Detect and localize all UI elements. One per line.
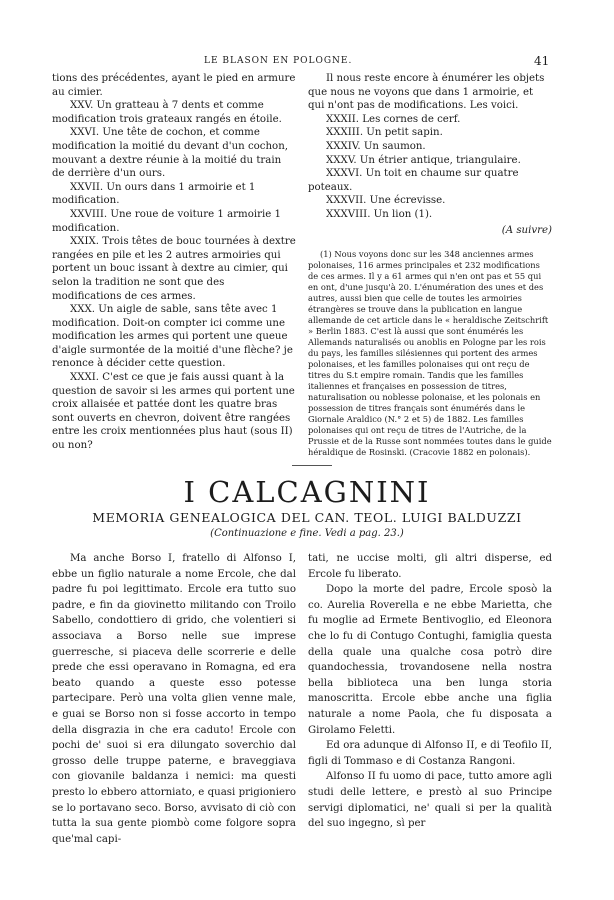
blason-paragraph: XXVIII. Une roue de voiture 1 armoirie 1 modification. — [52, 208, 281, 234]
blason-list-item: XXXVI. Un toit en chaume sur quatre poteaux. — [308, 168, 519, 193]
blason-right-column — [308, 72, 552, 458]
article-paragraph: Ed ora adunque di Alfonso II, e di Teofilo II, figli di Tommaso e di Costanza Rangoni. — [308, 740, 552, 767]
blason-paragraph: XXX. Un aigle de sable, sans tête avec 1 modification. Doit-on compter ici comme une modification les armes qui portent une queue d'aigle surmontée de la moitié d'une flèche? je renonce à décider cette question. — [52, 304, 293, 370]
blason-paragraph: XXXI. C'est ce que je fais aussi quant à la question de savoir si les armes qui portent une croix allaisée et pattée dont les quatre bras sont ouverts en chevron, doivent être rangées entre les croix mentionnées plus haut (sous II) ou non? — [52, 372, 295, 452]
blason-paragraph: XXVII. Un ours dans 1 armoirie et 1 modification. — [52, 181, 256, 207]
article-title: I CALCAGNINI — [183, 475, 431, 509]
article-paragraph: tati, ne uccise molti, gli altri disperse, ed Ercole fu liberato. — [308, 553, 552, 580]
blason-list-item: XXXV. Un étrier antique, triangulaire. — [326, 154, 521, 166]
article-paragraph: Dopo la morte del padre, Ercole sposò la co. Aurelia Roverella e ne ebbe Marietta, che fu moglie ad Ermete Bentivoglio, ed Eleonora che lo fu di Contugo Contughi, famiglia questa della quale una qualche cosa potrò dire quandochessia, trovandosene nella nostra bella biblioteca una ben lunga storia manoscritta. Ercole ebbe anche una figlia naturale a nome Paola, che fu disposata a Girolamo Feletti. — [308, 584, 552, 736]
article-subtitle: MEMORIA GENEALOGICA DEL CAN. TEOL. LUIGI BALDUZZI — [92, 510, 522, 525]
blason-left-column — [52, 72, 296, 453]
footnote: (1) Nous voyons donc sur les 348 anciennes armes polonaises, 116 armes principales et 232 modifications de ces armes. Il y a 61 armes qui n'en ont pas et 55 qui en ont, d'une jusqu'à 20. L'énumération des unes et des autres, aussi bien que celle de toutes les armoiries étrangères se trouve dans la publication en langue allemande de cet article dans le « heraldische Zeitschrift » Berlin 1883. C'est là aussi que sont énumérés les Allemands naturalisés ou anoblis en Pologne par les rois du pays, les familles silésiennes qui portent des armes polonaises, et les familles polonaises qui ont reçu de titres du S.t empire romain. Tandis que les familles italiennes et françaises en possession de titres, naturalisation ou noblesse polonaise, et les polonais en possession de titres français sont énumérés dans le Giornale Araldico (N.° 2 et 5) de 1882. Les familles polonaises qui ont reçu de titres de l'Autriche, de la Prussie et de la Russe sont nommées toutes dans le guide héraldique de Rosinski. (Cracovie 1882 en polonais). — [308, 249, 552, 458]
blason-paragraph: Il nous reste encore à énumérer les objets que nous ne voyons que dans 1 armoirie, et qui n'ont pas de modifications. Les voici. — [308, 73, 545, 112]
blason-list-item: XXXII. Les cornes de cerf. — [326, 113, 461, 125]
blason-list-item: XXXIII. Un petit sapin. — [326, 127, 443, 139]
article-left-column — [52, 551, 296, 847]
blason-paragraph: tions des précédentes, ayant le pied en armure au cimier. — [52, 73, 296, 98]
article-paragraph: Alfonso II fu uomo di pace, tutto amore agli studi delle lettere, e prestò al suo Principe servigi diplomatici, ne' quali si per la qualità del suo ingegno, sì per — [308, 771, 552, 830]
article-paragraph: Ma anche Borso I, fratello di Alfonso I, ebbe un figlio naturale a nome Ercole, che dal padre fu poi legittimato. Ercole era tutto suo padre, e fin da giovinetto militando con Troilo Sabello, condottiero di grido, che volentieri si associava a Borso nelle sue imprese guerresche, si piaceva delle scorrerie e delle prede che essi operavano in Romagna, ed era beato quando a queste esso potesse partecipare. Però una volta glien venne male, e guai se Borso non si fosse accorto in tempo della disgrazia in che era caduto! Ercole con pochi de' suoi si era dilungato soverchio dal grosso delle truppe paterne, e braveggiava con giovanile baldanza i nemici: ma questi presto lo ebbero attorniato, e quasi prigioniero se lo portavano seco. Borso, avvisato di ciò con tutta la sua gente piombò come folgore sopra que'mal capi- — [52, 553, 296, 845]
blason-paragraph: XXIX. Trois têtes de bouc tournées à dextre rangées en pile et les 2 autres armoiries qui portent un bouc issant à dextre au cimier, qui selon la tradition ne sont que des modifications de ces armes. — [52, 236, 296, 302]
blason-list-item: XXXVIII. Un lion (1). — [326, 208, 433, 220]
continuation-note: (Continuazione e fine. Vedi a pag. 23.) — [210, 528, 404, 539]
blason-paragraph: XXVI. Une tête de cochon, et comme modification la moitié du devant d'un cochon, mouvant a dextre réunie à la moitié du train de derrière d'un ours. — [52, 127, 288, 180]
page-number: 41 — [534, 54, 550, 68]
article-right-column — [308, 551, 552, 832]
running-title: LE BLASON EN POLOGNE. — [204, 56, 353, 66]
blason-list-item: XXXIV. Un saumon. — [326, 140, 426, 152]
section-divider — [292, 465, 332, 466]
blason-list-item: XXXVII. Une écrevisse. — [326, 195, 446, 207]
to-be-continued: (A suivre) — [501, 224, 552, 236]
blason-paragraph: XXV. Un gratteau à 7 dents et comme modification trois grateaux rangés en étoile. — [52, 100, 282, 125]
